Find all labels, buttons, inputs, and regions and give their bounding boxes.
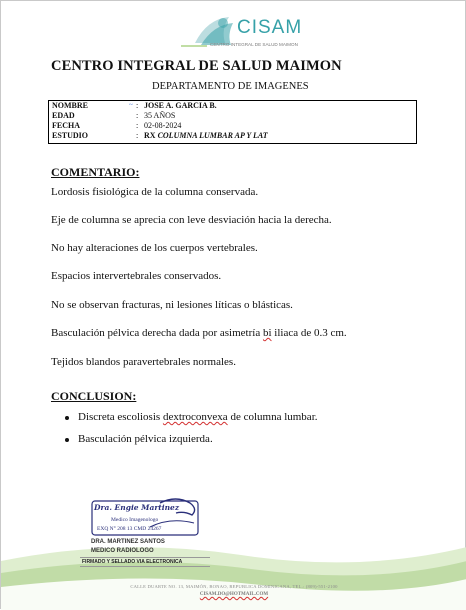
spellcheck-flagged-word[interactable]: bi — [262, 327, 272, 339]
info-colon: : — [136, 131, 139, 140]
comentario-paragraph: Eje de columna se aprecia con leve desviación hacia la derecha. — [51, 214, 332, 226]
doctor-name-line: DRA. MARTINEZ SANTOS — [91, 539, 165, 545]
text-run: Discreta escoliosis — [78, 411, 163, 423]
footer-email — [1, 592, 466, 597]
study-prefix: RX — [144, 131, 156, 140]
info-value-age: 35 AÑOS — [144, 111, 176, 120]
comentario-paragraph: No hay alteraciones de los cuerpos vertebrales. — [51, 242, 258, 254]
info-key-study: ESTUDIO — [52, 131, 89, 140]
doctor-printed-name — [91, 538, 165, 555]
signature-role: Medico Imagenologo — [111, 517, 159, 523]
spellcheck-flagged-word[interactable]: dextroconvexa — [162, 411, 228, 423]
footer-wave-decoration — [1, 541, 466, 610]
info-colon: : — [136, 121, 139, 130]
info-value-date: 02-08-2024 — [144, 121, 182, 130]
comentario-paragraph — [51, 327, 347, 339]
electronic-signature-note: FIRMADO Y SELLADO VIA ELECTRONICA — [80, 557, 210, 567]
comentario-paragraph: Tejidos blandos paravertebrales normales. — [51, 356, 236, 368]
text-run: Basculación pélvica derecha dada por asimetría — [51, 327, 263, 339]
footer-email-text[interactable]: CISAM.DO@HOTMAIL.COM — [199, 592, 269, 597]
doctor-title-line: MEDICO RADIOLOGO — [91, 547, 154, 554]
patient-info-box — [48, 100, 417, 144]
info-value-name: JOSE A. GARCIA B. — [144, 101, 217, 110]
conclusion-item — [63, 411, 318, 433]
comentario-paragraph: Espacios intervertebrales conservados. — [51, 270, 222, 282]
comentario-paragraph: No se observan fracturas, ni lesiones líticas o blásticas. — [51, 299, 293, 311]
conclusion-heading: CONCLUSION: — [51, 389, 137, 403]
page-title: CENTRO INTEGRAL DE SALUD MAIMON — [51, 58, 342, 74]
text-run: iliaca de 0.3 cm. — [271, 327, 347, 339]
signature-exequatur: EXQ N° 208 13 CMD 24267 — [97, 526, 162, 532]
info-colon: : — [136, 101, 139, 110]
conclusion-list — [63, 411, 318, 455]
text-run: de columna lumbar. — [227, 411, 318, 423]
info-colon: : — [136, 111, 139, 120]
conclusion-item: Basculación pélvica izquierda. — [63, 433, 318, 455]
department-title: DEPARTAMENTO DE IMAGENES — [152, 81, 309, 92]
spellcheck-mark-icon: ~ — [129, 101, 133, 109]
logo-tagline: CENTRO INTEGRAL DE SALUD MAIMON — [210, 42, 298, 47]
footer-address: CALLE DUARTE NO. 13, MAIMÓN, BONAO, REPUBLICA DOMINICANA, TEL.: (809)-551-2100 — [130, 584, 338, 589]
info-value-study — [144, 131, 268, 141]
info-key-name: NOMBRE — [52, 101, 88, 110]
comentario-heading: COMENTARIO: — [51, 165, 140, 179]
study-description: COLUMNA LUMBAR AP Y LAT — [157, 131, 268, 140]
logo-wordmark: CISAM — [237, 17, 303, 38]
info-key-date: FECHA — [52, 121, 80, 130]
signature-name: Dra. Engie Martinez — [94, 503, 180, 512]
info-key-age: EDAD — [52, 111, 75, 120]
comentario-paragraph: Lordosis fisiológica de la columna conservada. — [51, 186, 259, 198]
